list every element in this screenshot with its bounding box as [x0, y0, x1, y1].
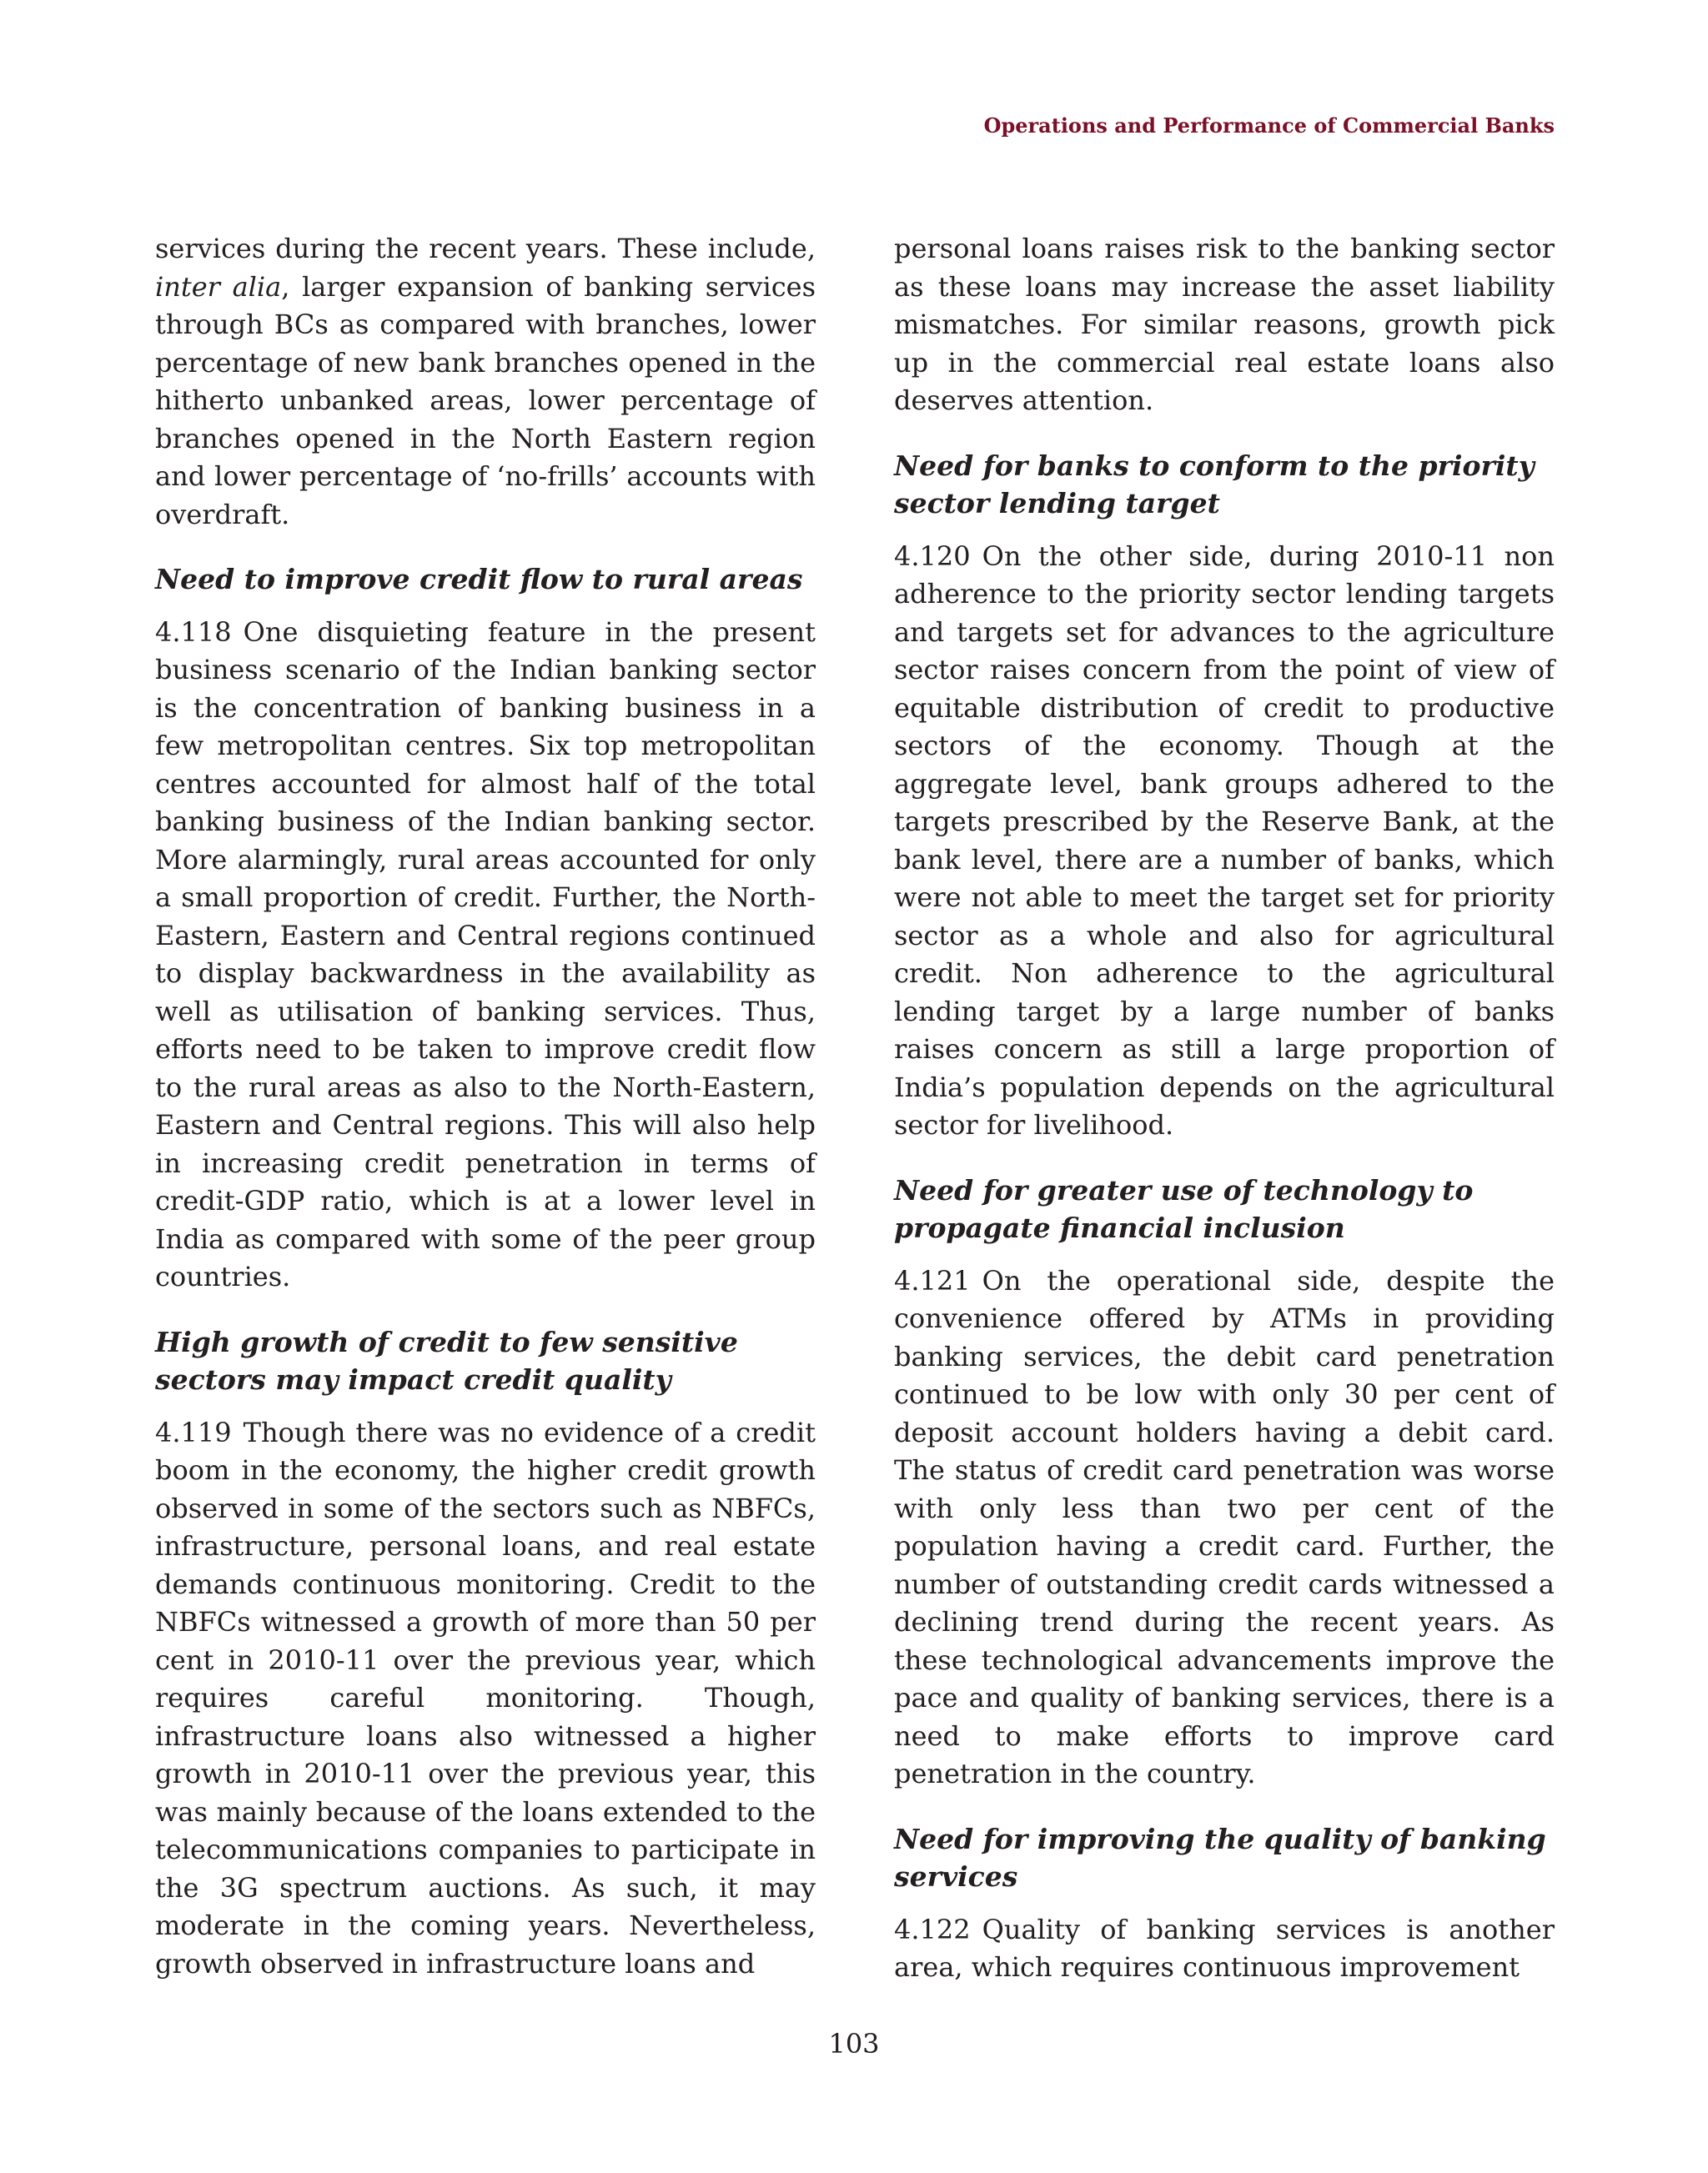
intro-text-start: services during the recent years. These include,	[155, 233, 816, 264]
page-number: 103	[828, 2028, 880, 2060]
paragraph-4-122	[894, 1911, 1555, 1987]
paragraph-text-4-119: Though there was no evidence of a credit boom in the economy, the higher credit growth observed in some of the sectors such as NBFCs, infrastructure, personal loans, and real estate demands continuous monitoring. Credit to the NBFCs witnessed a growth of more than 50 per cent in 2010-11 over the previous year, which requires careful monitoring. Though, infrastructure loans also witnessed a higher growth in 2010-11 over the previous year, this was mainly because of the loans extended to the telecommunications companies to participate in the 3G spectrum auctions. As such, it may moderate in the coming years. Nevertheless, growth observed in infrastructure loans and	[155, 1416, 816, 1980]
heading-4-118: Need to improve credit flow to rural areas	[155, 563, 803, 595]
intro-text-end: , larger expansion of banking services through BCs as compared with branches, lower percentage of new bank branches opened in the hitherto unbanked areas, lower percentage of branches opened in the North Eastern region and lower percentage of ‘no-frills’ accounts with overdraft.	[155, 270, 816, 530]
paragraph-number-4-118: 4.118	[155, 615, 232, 648]
continuation-paragraph: personal loans raises risk to the banking sector as these loans may increase the asset liability mismatches. For similar reasons, growth pick up in the commercial real estate loans also deserves attention.	[894, 233, 1555, 416]
running-header: Operations and Performance of Commercial Banks	[983, 113, 1555, 138]
paragraph-text-4-118: One disquieting feature in the present business scenario of the Indian banking sector is the concentration of banking business in a few metropolitan centres. Six top metropolitan centres accounted for almost half of the total banking business of the Indian banking sector. More alarmingly, rural areas accounted for only a small proportion of credit. Further, the North-Eastern, Eastern and Central regions continued to display backwardness in the availability as well as utilisation of banking services. Thus, efforts need to be taken to improve credit flow to the rural areas as also to the North-Eastern, Eastern and Central regions. This will also help in increasing credit penetration in terms of credit-GDP ratio, which is at a lower level in India as compared with some of the peer group countries.	[155, 615, 816, 1292]
paragraph-number-4-121: 4.121	[894, 1264, 971, 1297]
paragraph-4-118	[155, 614, 816, 1297]
intro-italic-phrase: inter alia	[155, 270, 282, 303]
paragraph-text-4-121: On the operational side, despite the convenience offered by ATMs in providing banking services, the debit card penetration continued to be low with only 30 per cent of deposit account holders having a debit card. The status of credit card penetration was worse with only less than two per cent of the population having a credit card. Further, the number of outstanding credit cards witnessed a declining trend during the recent years. As these technological advancements improve the pace and quality of banking services, there is a need to make efforts to improve card penetration in the country.	[894, 1264, 1555, 1789]
left-column	[155, 230, 816, 1983]
paragraph-number-4-122: 4.122	[894, 1913, 971, 1945]
paragraph-4-120	[894, 538, 1555, 1145]
intro-paragraph	[155, 230, 816, 534]
heading-4-119: High growth of credit to few sensitive sectors may impact credit quality	[155, 1325, 738, 1396]
paragraph-text-4-120: On the other side, during 2010-11 non adherence to the priority sector lending targets and targets set for advances to the agriculture sector raises concern from the point of view of equitable distribution of credit to productive sectors of the economy. Though at the aggregate level, bank groups adhered to the targets prescribed by the Reserve Bank, at the bank level, there are a number of banks, which were not able to meet the target set for priority sector as a whole and also for agricultural credit. Non adherence to the agricultural lending target by a large number of banks raises concern as still a large proportion of India’s population depends on the agricultural sector for livelihood.	[894, 539, 1555, 1141]
paragraph-4-121	[894, 1262, 1555, 1794]
paragraph-number-4-119: 4.119	[155, 1416, 232, 1448]
heading-4-122: Need for improving the quality of banking services	[894, 1822, 1546, 1893]
heading-4-120: Need for banks to conform to the priority sector lending target	[894, 449, 1535, 519]
paragraph-number-4-120: 4.120	[894, 539, 971, 572]
paragraph-text-4-122: Quality of banking services is another area, which requires continuous improvement	[894, 1913, 1555, 1983]
paragraph-4-119	[155, 1414, 816, 1984]
heading-4-121: Need for greater use of technology to propagate financial inclusion	[894, 1173, 1474, 1244]
right-column	[894, 230, 1555, 1987]
